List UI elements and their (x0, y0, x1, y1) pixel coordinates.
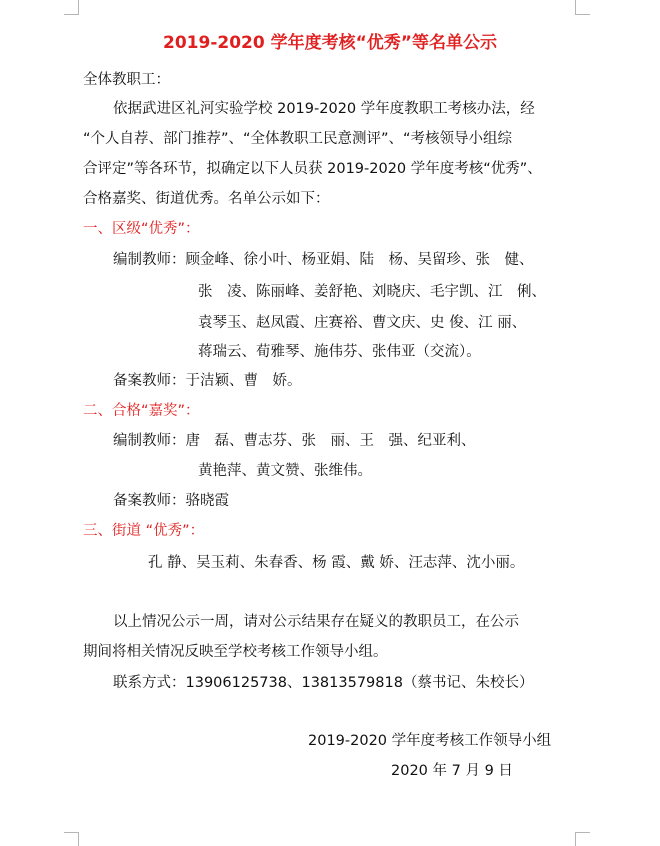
closing-line-2: 期间将相关情况反映至学校考核工作领导小组。 (83, 644, 388, 660)
contact-line: 联系方式：13906125738、13813579818（蔡书记、朱校长） (113, 675, 534, 691)
crop-mark-bottom-right (575, 832, 590, 846)
section-2-staff-line-1: 编制教师：唐 磊、曹志芬、张 丽、王 强、纪亚利、 (113, 433, 476, 449)
section-2-heading: 二、合格“嘉奖”： (83, 403, 200, 419)
crop-mark-top-left (64, 0, 79, 15)
section-1-reserve-line: 备案教师：于洁颖、曹 娇。 (113, 373, 302, 389)
crop-mark-top-right (575, 0, 590, 15)
section-3-staff-line: 孔 静、吴玉莉、朱春香、杨 霞、戴 娇、汪志萍、沈小丽。 (148, 555, 525, 571)
document-title: 2019-2020 学年度考核“优秀”等名单公示 (163, 33, 497, 53)
section-1-staff-line-1: 编制教师：顾金峰、徐小叶、杨亚娟、陆 杨、吴留珍、张 健、 (113, 252, 534, 268)
section-3-heading: 三、街道 “优秀”： (83, 523, 205, 539)
crop-mark-bottom-left (64, 832, 79, 846)
section-1-staff-line-3: 袁琴玉、赵凤霞、庄赛裕、曹文庆、史 俊、江 丽、 (198, 315, 527, 331)
section-2-staff-line-2: 黄艳萍、黄文赞、张维伟。 (198, 463, 372, 479)
section-1-staff-line-4: 蒋瑞云、荀雅琴、施伟芬、张伟亚（交流）。 (198, 344, 481, 360)
intro-line-3: 合评定”等各环节，拟确定以下人员获 2019-2020 学年度考核“优秀”、 (83, 161, 542, 177)
intro-line-2: “个人自荐、部门推荐”、“全体教职工民意测评”、“考核领导小组综 (83, 131, 513, 147)
intro-line-1: 依据武进区礼河实验学校 2019-2020 学年度教职工考核办法，经 (113, 101, 535, 117)
intro-line-4: 合格嘉奖、街道优秀。名单公示如下： (83, 191, 330, 207)
closing-line-1: 以上情况公示一周，请对公示结果存在疑义的教职员工，在公示 (113, 614, 519, 630)
section-2-reserve-line: 备案教师：骆晓霞 (113, 493, 229, 509)
salutation: 全体教职工： (83, 72, 170, 88)
signature-date: 2020 年 7 月 9 日 (391, 763, 513, 779)
section-1-heading: 一、区级“优秀”： (83, 221, 200, 237)
signature-org: 2019-2020 学年度考核工作领导小组 (308, 733, 552, 749)
section-1-staff-line-2: 张 凌、陈丽峰、姜舒艳、刘晓庆、毛宇凯、江 俐、 (198, 284, 546, 300)
